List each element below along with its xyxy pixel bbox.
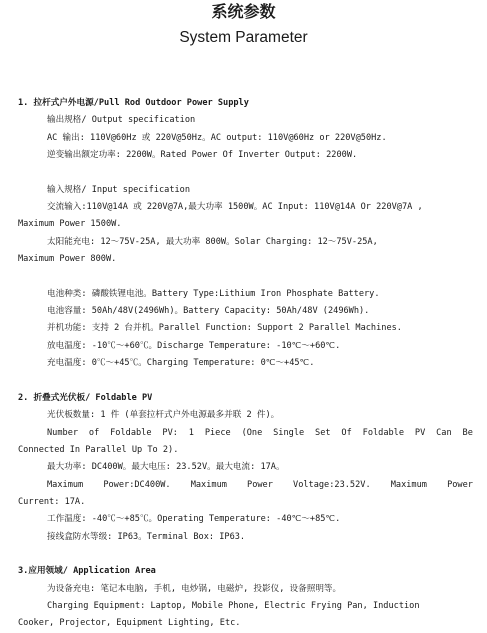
pv-count-zh-line: 光伏板数量: 1 件 (单套拉杆式户外电源最多并联 2 件)。 (47, 410, 280, 421)
word: Power (447, 479, 473, 490)
solar-charging-line-cont: Maximum Power 800W. (18, 254, 117, 265)
word: PV (414, 427, 426, 438)
page-title-zh: 系统参数 (211, 2, 276, 21)
pv-max-en-line (18, 477, 473, 494)
word: Piece (204, 427, 231, 438)
output-spec-label: 输出规格/ Output specification (47, 115, 196, 126)
ac-output-line: AC 输出: 110V@60Hz 或 220V@50Hz。AC output: 110V@60Hz or 220V@50Hz. (47, 132, 387, 143)
equipment-zh-line: 为设备充电: 笔记本电脑, 手机, 电炒锅, 电磁炉, 投影仪, 设备照明等。 (47, 583, 342, 594)
pv-max-en-line-cont: Current: 17A. (18, 496, 86, 507)
operating-temp-line: 工作温度: -40℃～+85℃。Operating Temperature: -40℃～+85℃. (47, 514, 341, 525)
word: Set (315, 427, 331, 438)
solar-charging-line: 太阳能充电: 12～75V-25A, 最大功率 800W。Solar Charging: 12～75V-25A, (47, 236, 378, 247)
equipment-en-line: Charging Equipment: Laptop, Mobile Phone, Electric Frying Pan, Induction (47, 600, 420, 611)
word: Power (247, 479, 273, 490)
discharge-temp-line: 放电温度: -10℃～+60℃。Discharge Temperature: -10℃～+60℃. (47, 340, 341, 351)
ac-input-line: 交流输入:110V@14A 或 220V@7A,最大功率 1500W。AC Input: 110V@14A Or 220V@7A , (47, 202, 423, 213)
pv-max-zh-line: 最大功率: DC400W。最大电压: 23.52V。最大电流: 17A。 (47, 462, 285, 473)
word: Of (341, 427, 352, 438)
word: of (88, 427, 100, 438)
word: 1 (188, 427, 194, 438)
inverter-power-line: 逆变输出额定功率: 2200W。Rated Power Of Inverter Output: 2200W. (47, 150, 358, 161)
word: Voltage:23.52V. (293, 479, 371, 490)
pv-count-en-line-cont: Connected In Parallel Up To 2). (18, 444, 179, 455)
section-heading-foldable-pv: 2. 折叠式光伏板/ Foldable PV (18, 392, 153, 403)
charge-temp-line: 充电温度: 0℃～+45℃。Charging Temperature: 0℃～+45℃. (47, 358, 315, 369)
equipment-en-line-cont: Cooker, Projector, Equipment Lighting, Etc. (18, 618, 241, 629)
spec-content (18, 95, 473, 633)
word: Number (47, 427, 79, 438)
page-title-en: System Parameter (179, 29, 308, 46)
word: Power:DC400W. (103, 479, 171, 490)
ac-input-line-cont: Maximum Power 1500W. (18, 219, 122, 230)
battery-type-line: 电池种类: 磷酸铁锂电池。Battery Type:Lithium Iron Phosphate Battery. (47, 288, 380, 299)
word: (One (241, 427, 263, 438)
word: Maximum (47, 479, 84, 490)
battery-capacity-line: 电池容量: 50Ah/48V(2496Wh)。Battery Capacity: 50Ah/48V (2496Wh). (47, 306, 370, 317)
pv-count-en-line (18, 425, 473, 442)
word: Foldable (110, 427, 152, 438)
section-heading-application: 3.应用领域/ Application Area (18, 566, 156, 577)
word: Single (273, 427, 305, 438)
word: Foldable (362, 427, 405, 438)
input-spec-label: 输入规格/ Input specification (47, 184, 191, 195)
word: Maximum (390, 479, 427, 490)
terminal-box-line: 接线盒防水等级: IP63。Terminal Box: IP63. (47, 531, 246, 542)
parallel-function-line: 并机功能: 支持 2 台并机。Parallel Function: Support 2 Parallel Machines. (47, 323, 402, 334)
word: PV: (162, 427, 178, 438)
section-heading-power-supply: 1. 拉杆式户外电源/Pull Rod Outdoor Power Supply (18, 98, 249, 108)
word: Can (436, 427, 452, 438)
word: Maximum (190, 479, 227, 490)
word: Be (462, 427, 473, 438)
